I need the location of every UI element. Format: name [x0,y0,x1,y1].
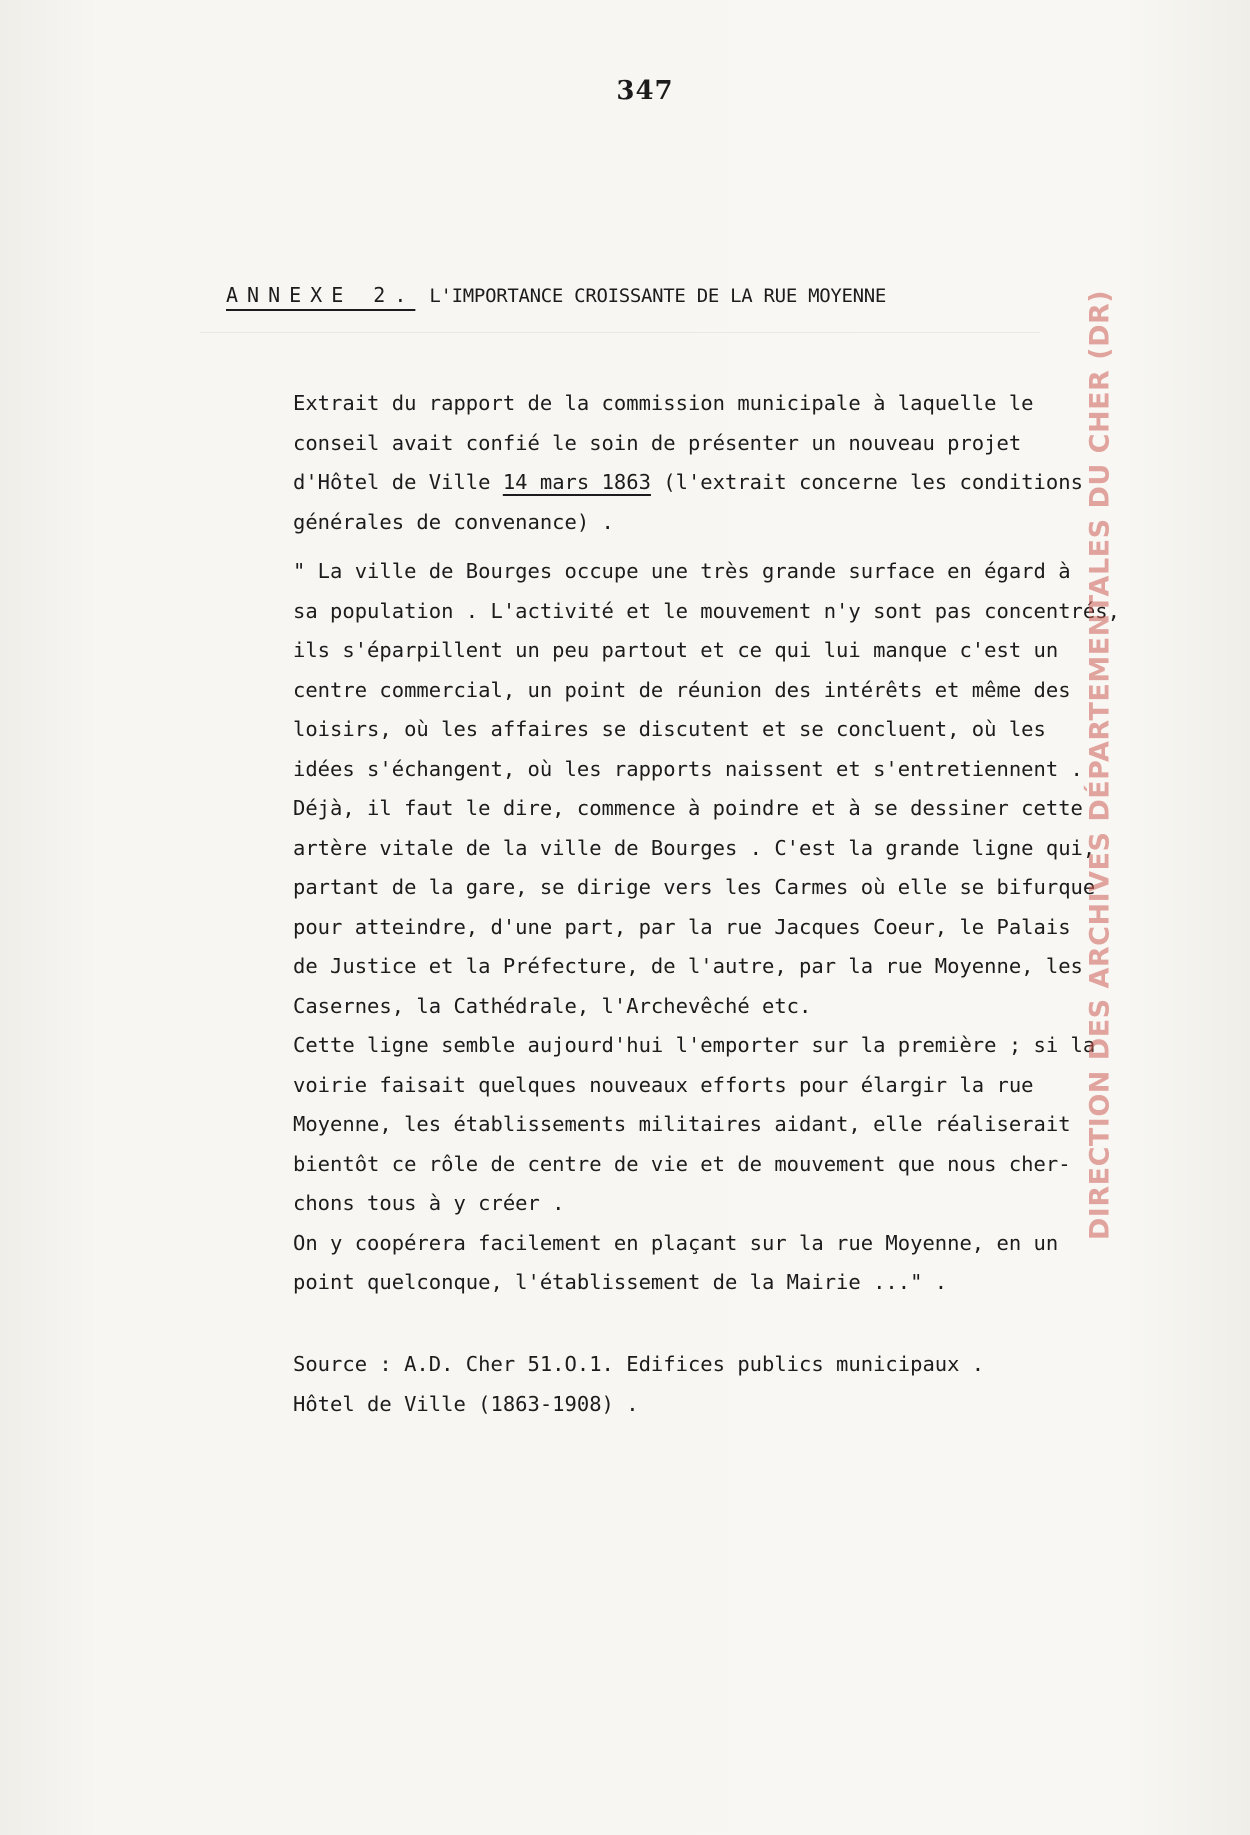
source-line: Source : A.D. Cher 51.O.1. Edifices publics municipaux . [293,1352,985,1376]
quote-line: Moyenne, les établissements militaires aidant, elle réaliserait [293,1112,1071,1136]
annex-title: L'IMPORTANCE CROISSANTE DE LA RUE MOYENNE [429,285,887,307]
archive-watermark [1070,190,1130,1340]
quote-line: sa population . L'activité et le mouvement n'y sont pas concentrés, [293,598,1120,623]
quote-line: chons tous à y créer . [293,1191,565,1215]
quote-line: partant de la gare, se dirige vers les Carmes où elle se bifurque [293,875,1096,899]
quote-line: Cette ligne semble aujourd'hui l'emporter sur la première ; si la [293,1033,1096,1057]
quote-line: artère vitale de la ville de Bourges . C'est la grande ligne qui, [293,835,1096,860]
intro-line: conseil avait confié le soin de présenter un nouveau projet [293,430,1022,455]
source-line: Hôtel de Ville (1863-1908) . [293,1391,639,1416]
source-citation [293,1345,1193,1424]
page-number: 347 [616,76,674,106]
intro-line: Extrait du rapport de la commission municipale à laquelle le [293,391,1034,415]
watermark-text: DIRECTION DES ARCHIVES DÉPARTEMENTALES DU CHER (DR) [1084,289,1116,1241]
quote-line: On y coopérera facilement en plaçant sur la rue Moyenne, en un [293,1230,1059,1255]
quote-line: " La ville de Bourges occupe une très grande surface en égard à [293,559,1071,583]
quote-line: Casernes, la Cathédrale, l'Archevêché etc. [293,993,812,1018]
quote-line: ils s'éparpillent un peu partout et ce qui lui manque c'est un [293,638,1059,662]
intro-line: générales de convenance) . [293,509,614,534]
annex-heading [226,283,1026,307]
report-date: 14 mars 1863 [502,470,651,494]
quote-line: pour atteindre, d'une part, par la rue Jacques Coeur, le Palais [293,914,1071,939]
annex-label: ANNEXE 2. [226,283,416,307]
quote-line: loisirs, où les affaires se discutent et se concluent, où les [293,717,1046,741]
quote-line: Déjà, il faut le dire, commence à poindre et à se dessiner cette [293,796,1083,820]
quote-line: centre commercial, un point de réunion des intérêts et même des [293,677,1071,702]
quote-line: voirie faisait quelques nouveaux efforts pour élargir la rue [293,1072,1034,1097]
quote-line: de Justice et la Préfecture, de l'autre, par la rue Moyenne, les [293,954,1083,978]
intro-line: d'Hôtel de Ville 14 mars 1863 (l'extrait concerne les conditions [293,470,1083,494]
quote-line: bientôt ce rôle de centre de vie et de mouvement que nous cher- [293,1151,1071,1176]
quote-line: idées s'échangent, où les rapports naissent et s'entretiennent . [293,756,1083,781]
show-through-rule [200,332,1040,333]
report-extract [293,384,1193,1303]
quote-line: point quelconque, l'établissement de la Mairie ..." . [293,1270,948,1294]
